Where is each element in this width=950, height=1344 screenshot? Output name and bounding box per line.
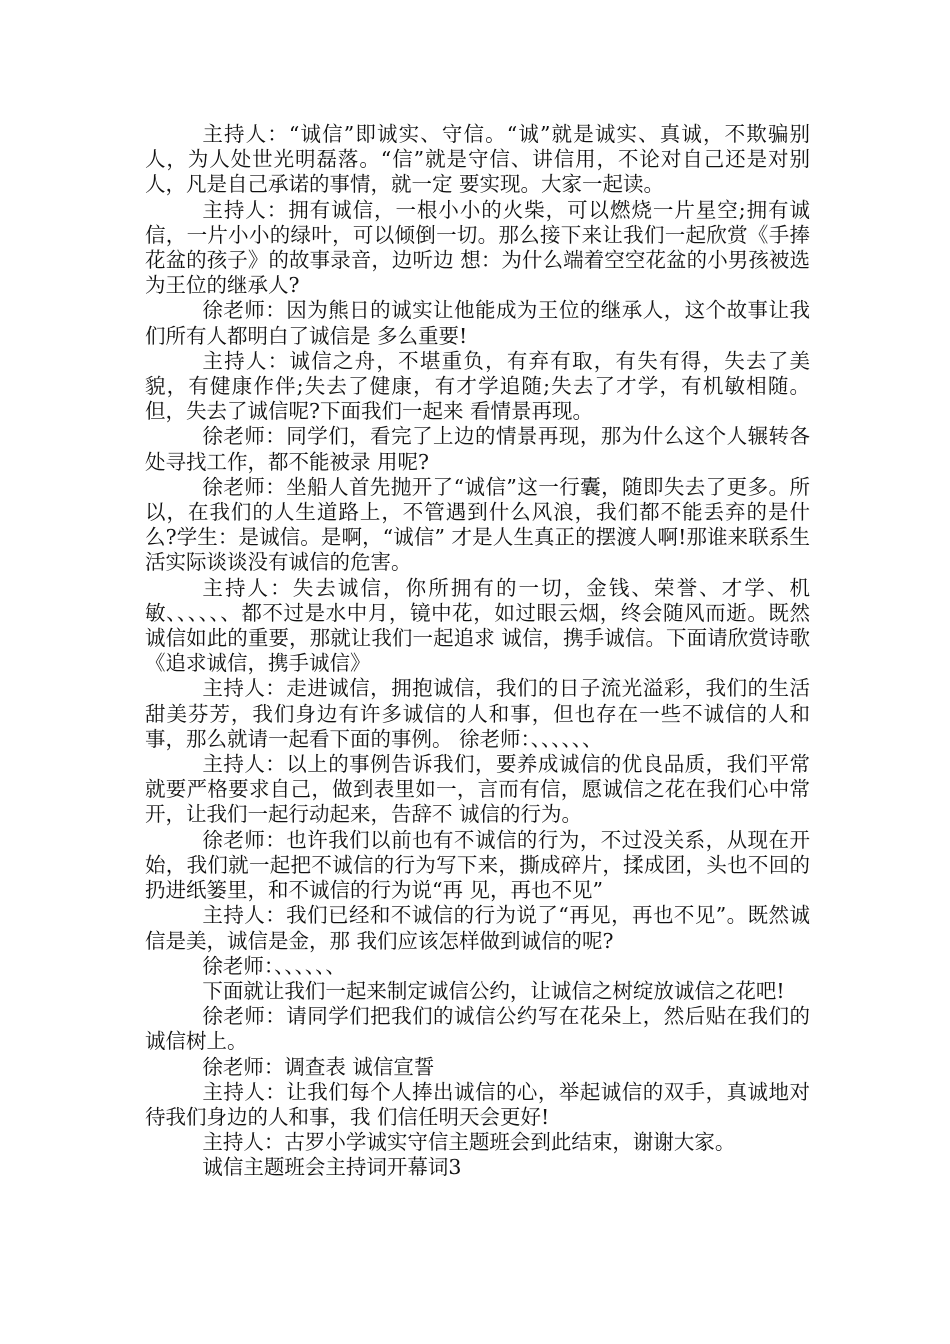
paragraph-7: 主持人：失去诚信，你所拥有的一切，金钱、荣誉、才学、机敏、、、、、、都不过是水中月，镜中花，如过眼云烟，终会随风而逝。既然诚信如此的重要，那就让我们一起追求 诚信，携手诚信。下面请欣赏诗歌《追求诚信，携手诚信》 [145,575,810,676]
paragraph-10: 徐老师：也许我们以前也有不诚信的行为，不过没关系，从现在开始，我们就一起把不诚信的行为写下来，撕成碎片，揉成团，头也不回的扔进纸篓里，和不诚信的行为说“再 见，再也不见” [145,827,810,903]
document-body [145,122,810,1181]
paragraph-12: 徐老师：、、、、、、 [202,953,346,978]
paragraph-2: 主持人：拥有诚信，一根小小的火柴，可以燃烧一片星空;拥有诚信，一片小小的绿叶，可以倾倒一切。那么接下来让我们一起欣赏《手捧花盆的孩子》的故事录音，边听边 想：为什么端着空空花盆的小男孩被选为王位的继承人? [145,197,810,298]
paragraph-6: 徐老师：坐船人首先抛开了“诚信”这一行囊，随即失去了更多。所以，在我们的人生道路上，不管遇到什么风浪，我们都不能丢弃的是什么?学生：是诚信。是啊，“诚信” 才是人生真正的摆渡人啊!那谁来联系生活实际谈谈没有诚信的危害。 [145,474,810,575]
paragraph-5: 徐老师：同学们，看完了上边的情景再现，那为什么这个人辗转各处寻找工作，都不能被录 用呢? [145,424,810,474]
paragraph-4: 主持人：诚信之舟，不堪重负，有弃有取，有失有得，失去了美貌，有健康作伴;失去了健康，有才学追随;失去了才学，有机敏相随。但，失去了诚信呢?下面我们一起来 看情景再现。 [145,348,810,424]
paragraph-9: 主持人：以上的事例告诉我们，要养成诚信的优良品质，我们平常就要严格要求自己，做到表里如一，言而有信，愿诚信之花在我们心中常开，让我们一起行动起来，告辞不 诚信的行为。 [145,752,810,827]
paragraph-8: 主持人：走进诚信，拥抱诚信，我们的日子流光溢彩，我们的生活甜美芬芳，我们身边有许多诚信的人和事，但也存在一些不诚信的人和事，那么就请一起看下面的事例。 徐老师：、、、、、、 [145,676,810,751]
paragraph-11: 主持人：我们已经和不诚信的行为说了“再见，再也不见”。既然诚信是美，诚信是金，那 我们应该怎样做到诚信的呢? [145,903,810,953]
paragraph-17: 主持人：古罗小学诚实守信主题班会到此结束，谢谢大家。 [202,1130,736,1155]
paragraph-18: 诚信主题班会主持词开幕词3 [202,1155,462,1180]
paragraph-3: 徐老师：因为熊日的诚实让他能成为王位的继承人，这个故事让我们所有人都明白了诚信是 多么重要! [145,298,810,348]
paragraph-13: 下面就让我们一起来制定诚信公约，让诚信之树绽放诚信之花吧! [202,978,785,1003]
paragraph-14: 徐老师：请同学们把我们的诚信公约写在花朵上，然后贴在我们的诚信树上。 [145,1004,810,1054]
paragraph-16: 主持人：让我们每个人捧出诚信的心，举起诚信的双手，真诚地对待我们身边的人和事，我 们信任明天会更好! [145,1079,810,1129]
paragraph-1: 主持人：“诚信”即诚实、守信。“诚”就是诚实、真诚，不欺骗别人，为人处世光明磊落。“信”就是守信、讲信用，不论对自己还是对别人，凡是自己承诺的事情，就一定 要实现。大家一起读。 [145,122,810,197]
paragraph-15: 徐老师：调查表 诚信宣誓 [202,1054,435,1079]
